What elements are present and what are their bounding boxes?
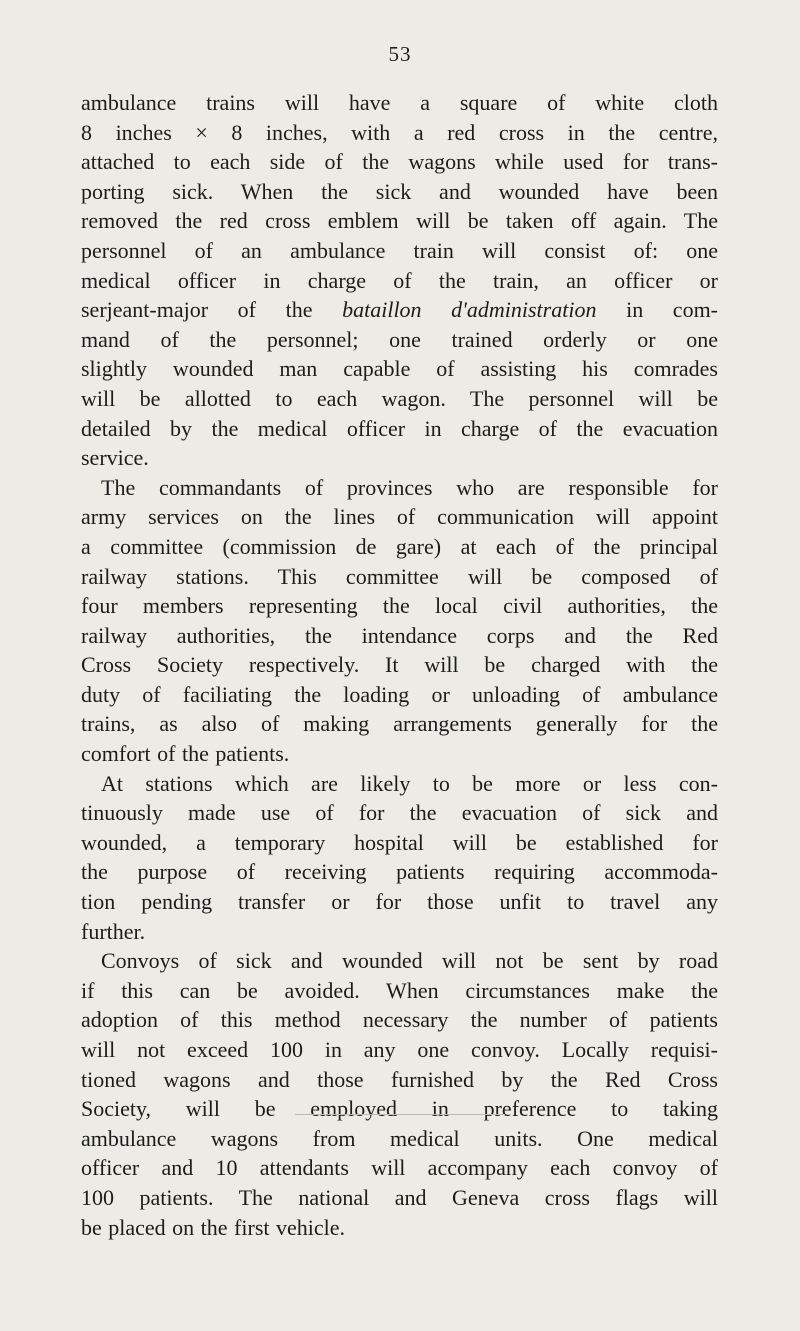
line-text: further. [81,918,146,944]
line-text: will be allotted to each wagon. The personnel will be [81,385,718,411]
line-text: Convoys of sick and wounded will not be sent by road [101,948,718,974]
line-text: attached to each side of the wagons while used for trans- [81,149,718,175]
line-text: if this can be avoided. When circumstances make the [81,977,718,1003]
text-line [81,1153,718,1183]
text-line [81,976,718,1006]
line-text: railway authorities, the intendance corps and the Red [81,622,718,648]
text-line [81,325,718,355]
line-text: comfort of the patients. [81,741,290,767]
text-line [81,798,718,828]
text-line [81,236,718,266]
text-line [81,147,718,177]
text-line [81,591,718,621]
line-text: officer and 10 attendants will accompany each convoy of [81,1155,718,1181]
line-text: detailed by the medical officer in charge of the evacuation [81,415,718,441]
text-line [81,1124,718,1154]
line-text: Society, will be employed in preference to taking [81,1096,718,1122]
line-text: removed the red cross emblem will be taken off again. The [81,208,718,234]
text-line [81,1213,718,1243]
text-line [81,946,718,976]
text-line [81,562,718,592]
text-line [81,177,718,207]
line-text: a committee (commission de gare) at each of the principal [81,533,718,559]
line-text: ambulance wagons from medical units. One medical [81,1125,718,1151]
text-line [81,532,718,562]
line-text: Cross Society respectively. It will be charged with the [81,652,718,678]
line-text: serjeant-major of the [81,297,313,323]
text-line [81,354,718,384]
text-line [81,266,718,296]
line-text: slightly wounded man capable of assisting his comrades [81,356,718,382]
text-line [81,1183,718,1213]
text-line [81,88,718,118]
line-text: tion pending transfer or for those unfit to travel any [81,889,718,915]
text-line [81,1094,718,1124]
line-text: The commandants of provinces who are responsible for [101,474,718,500]
line-text: trains, as also of making arrangements generally for the [81,711,718,737]
text-line [81,443,718,473]
text-line [81,414,718,444]
line-text: railway stations. This committee will be composed of [81,563,718,589]
italic-term: bataillon d'administration [342,297,597,323]
text-line [81,709,718,739]
text-line [81,769,718,799]
line-text: ambulance trains will have a square of white cloth [81,90,718,115]
text-line [81,680,718,710]
line-text: will not exceed 100 in any one convoy. Locally requisi- [81,1037,718,1062]
text-line [81,857,718,887]
line-text: tioned wagons and those furnished by the Red Cross [81,1066,718,1092]
line-text: 8 inches × 8 inches, with a red cross in the centre, [81,119,718,145]
line-text: the purpose of receiving patients requiring accommoda- [81,859,718,885]
line-text: 100 patients. The national and Geneva cross flags will [81,1184,718,1210]
body-text [81,88,718,1242]
text-line [81,1065,718,1095]
line-text: duty of faciliating the loading or unloading of ambulance [81,681,718,707]
line-text: wounded, a temporary hospital will be established for [81,829,718,855]
line-text: mand of the personnel; one trained orderly or one [81,326,718,352]
text-line [81,473,718,503]
text-line [81,887,718,917]
text-line [81,502,718,532]
line-text: service. [81,445,149,471]
text-line [81,650,718,680]
line-text: be placed on the first vehicle. [81,1214,346,1240]
line-text: four members representing the local civil authorities, the [81,593,718,619]
line-text: At stations which are likely to be more or less con- [101,770,718,796]
text-line [81,739,718,769]
line-text: tinuously made use of for the evacuation of sick and [81,800,718,826]
text-line [81,1005,718,1035]
text-line [81,118,718,148]
line-text: porting sick. When the sick and wounded have been [81,178,718,204]
text-line [81,206,718,236]
text-line [81,828,718,858]
text-line [81,1035,718,1065]
text-line [81,384,718,414]
text-line [81,621,718,651]
page-number: 53 [388,42,412,66]
footer-rule [295,1114,505,1115]
line-text: army services on the lines of communication will appoint [81,504,718,530]
line-text: medical officer in charge of the train, an officer or [81,267,718,293]
text-line [81,295,718,325]
line-text: adoption of this method necessary the number of patients [81,1007,718,1033]
line-text: personnel of an ambulance train will consist of: one [81,237,718,263]
line-text-continued: in com- [626,297,719,323]
text-line [81,917,718,947]
